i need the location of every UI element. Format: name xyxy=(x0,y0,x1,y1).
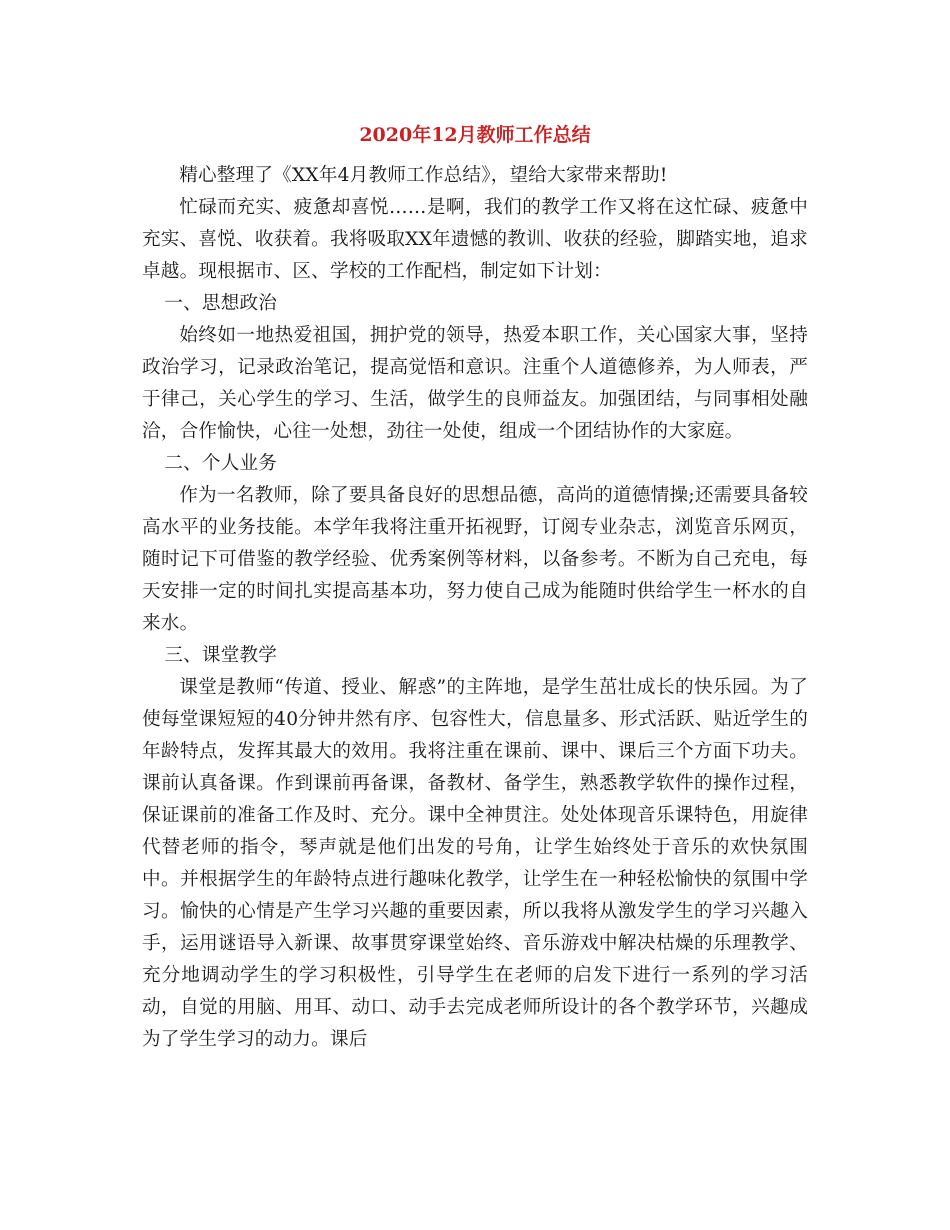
classroom-paragraph: 课堂是教师“传道、授业、解惑”的主阵地，是学生茁壮成长的快乐园。为了使每堂课短短的40分钟井然有序、包容性大，信息量多、形式活跃、贴近学生的年龄特点，发挥其最大的效用。我将注重在课前、课中、课后三个方面下功夫。课前认真备课。作到课前再备课，备教材、备学生，熟悉教学软件的操作过程，保证课前的准备工作及时、充分。课中全神贯注。处处体现音乐课特色，用旋律代替老师的指令，琴声就是他们出发的号角，让学生始终处于音乐的欢快氛围中。并根据学生的年龄特点进行趣味化教学，让学生在一种轻松愉快的氛围中学习。愉快的心情是产生学习兴趣的重要因素，所以我将从激发学生的学习兴趣入手，运用谜语导入新课、故事贯穿课堂始终、音乐游戏中解决枯燥的乐理教学、充分地调动学生的学习积极性，引导学生在老师的启发下进行一系列的学习活动，自觉的用脑、用耳、动口、动手去完成老师所设计的各个教学环节，兴趣成为了学生学习的动力。课后 xyxy=(142,677,808,1050)
ideology-paragraph: 始终如一地热爱祖国，拥护党的领导，热爱本职工作，关心国家大事，坚持政治学习，记录政治笔记，提高觉悟和意识。注重个人道德修养，为人师表，严于律己，关心学生的学习、生活，做学生的良师益友。加强团结，与同事相处融洽，合作愉快，心往一处想，劲往一处使，组成一个团结协作的大家庭。 xyxy=(142,325,808,442)
section-heading-classroom: 三、课堂教学 xyxy=(164,645,278,666)
intro-paragraph: 精心整理了《XX年4月教师工作总结》，望给大家带来帮助! xyxy=(179,165,668,186)
personal-work-paragraph: 作为一名教师，除了要具备良好的思想品德，高尚的道德情操;还需要具备较高水平的业务技能。本学年我将注重开拓视野，订阅专业杂志，浏览音乐网页，随时记下可借鉴的教学经验、优秀案例等材料，以备参考。不断为自己充电，每天安排一定的时间扎实提高基本功，努力使自己成为能随时供给学生一杯水的自来水。 xyxy=(142,485,808,634)
document-title: 2020年12月教师工作总结 xyxy=(359,124,591,146)
opening-paragraph: 忙碌而充实、疲惫却喜悦……是啊，我们的教学工作又将在这忙碌、疲惫中充实、喜悦、收获着。我将吸取XX年遗憾的教训、收获的经验，脚踏实地，追求卓越。现根据市、区、学校的工作配档，制定如下计划： xyxy=(142,197,808,282)
section-heading-ideology: 一、思想政治 xyxy=(164,293,278,314)
section-heading-personal-work: 二、个人业务 xyxy=(164,453,278,474)
document-body xyxy=(142,160,808,1056)
